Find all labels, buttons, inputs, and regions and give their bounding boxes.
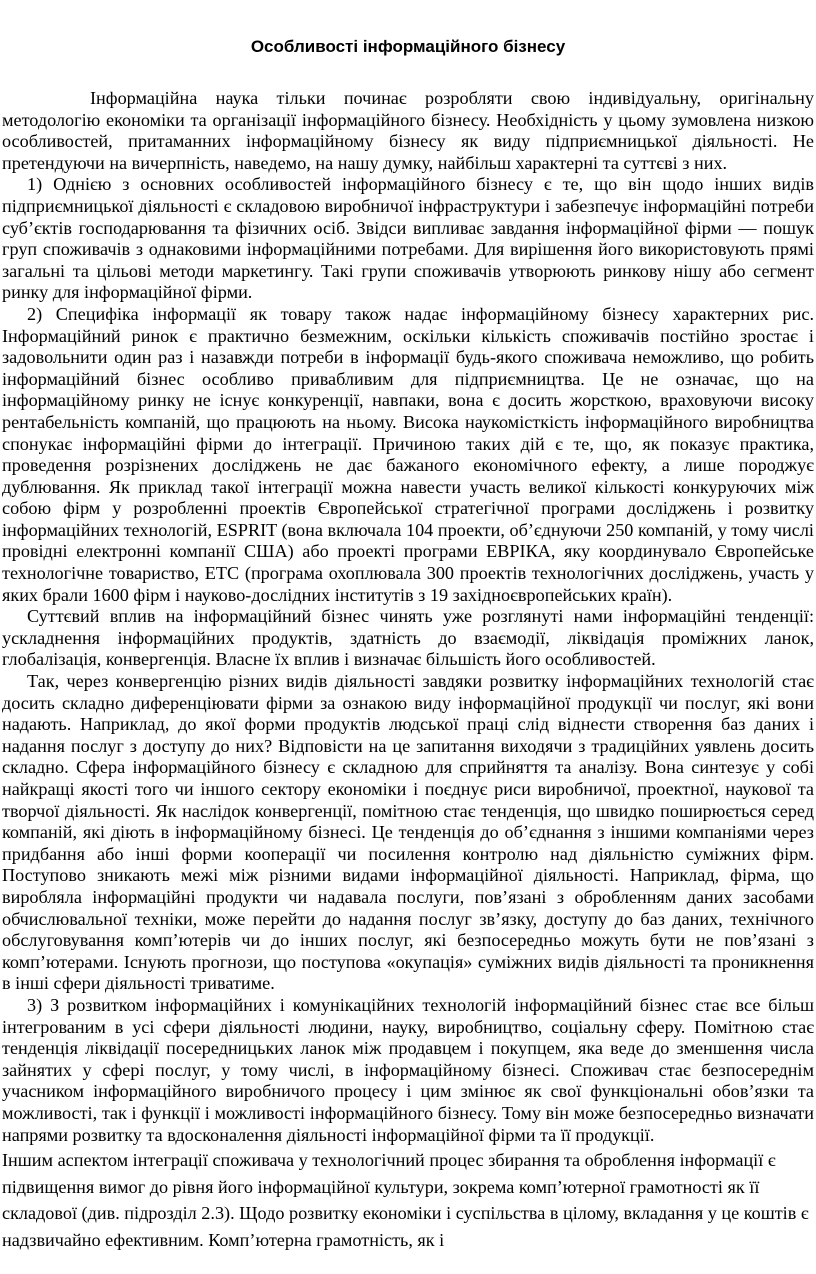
paragraph-trends: Суттєвий вплив на інформаційний бізнес чинять уже розглянуті нами інформаційні тенденції: ускладнення інформаційних продуктів, здатність до взаємодії, ліквідація проміжних ланок, глобалізація, конвергенція. Власне їх вплив і визначає більшість його особливостей.: [2, 606, 814, 670]
document-body: [2, 88, 814, 1253]
paragraph-feature-1: 1) Однією з основних особливостей інформаційного бізнесу є те, що він щодо інших видів підприємницької діяльності є складовою виробничої інфраструктури і забезпечує інформаційні потреби суб’єктів господарювання та фізичних осіб. Звідси випливає завдання інформаційної фірми — пошук груп споживачів з однаковими інформаційними потребами. Для вирішення його використовують прямі загальні та цільові методи маркетингу. Такі групи споживачів утворюють ринкову нішу або сегмент ринку для інформаційної фірми.: [2, 174, 814, 303]
paragraph-feature-2: 2) Специфіка інформації як товару також надає інформаційному бізнесу характерних рис. Інформаційний ринок є практично безмежним, оскільки кількість споживачів постійно зростає і задовольнити один раз і назавжди потреби в інформації будь-якого споживача неможливо, що робить інформаційний бізнес особливо привабливим для підприємництва. Це не означає, що на інформаційному ринку не існує конкуренції, навпаки, вона є досить жорсткою, враховуючи високу рентабельність компаній, що працюють на ньому. Висока наукомісткість інформаційного виробництва спонукає інформаційні фірми до інтеграції. Причиною таких дій є те, що, як показує практика, проведення розрізнених досліджень не дає бажаного економічного ефекту, а лише породжує дублювання. Як приклад такої інтеграції можна навести участь великої кількості конкуруючих між собою фірм у розробленні проектів Європейської стратегічної програми досліджень і розвитку інформаційних технологій, ESPRIT (вона включала 104 проекти, об’єднуючи 250 компаній, у тому числі провідні електронні компанії США) або проекті програми ЕВРІКА, яку координувало Європейське технологічне товариство, ЕТС (програма охоплювала 300 проектів технологічних досліджень, участь у яких брали 1600 фірм і науково-дослідних інститутів з 19 західноєвропейських країн).: [2, 303, 814, 605]
paragraph-intro: Інформаційна наука тільки починає розробляти свою індивідуальну, оригінальну методологію економіки та організації інформаційного бізнесу. Необхідність у цьому зумовлена низкою особливостей, притаманних інформаційному бізнесу як виду підприємницької діяльності. Не претендуючи на вичерпність, наведемо, на нашу думку, найбільш характерні та суттєві з них.: [2, 88, 814, 173]
paragraph-feature-3: 3) З розвитком інформаційних і комунікаційних технологій інформаційний бізнес стає все більш інтегрованим в усі сфери діяльності людини, науку, виробництво, соціальну сферу. Помітною стає тенденція ліквідації посередницьких ланок між продавцем і покупцем, яка веде до зменшення числа зайнятих у сфері послуг, у тому числі, в інформаційному бізнесі. Споживач стає безпосереднім учасником інформаційного виробничого процесу і цим змінює як свої функціональні обов’язки та можливості, так і функції і можливості інформаційного бізнесу. Тому він може безпосередньо визначати напрями розвитку та вдосконалення діяльності інформаційної фірми та її продукції.: [2, 994, 814, 1145]
paragraph-convergence: Так, через конвергенцію різних видів діяльності завдяки розвитку інформаційних технологій стає досить складно диференціювати фірми за ознакою виду інформаційної продукції чи послуг, які вони надають. Наприклад, до якої форми продуктів людської праці слід віднести створення баз даних і надання послуг з доступу до них? Відповісти на це запитання виходячи з традиційних уявлень досить складно. Сфера інформаційного бізнесу є складною для сприйняття та аналізу. Вона синтезує у собі найкращі якості того чи іншого сектору економіки і поєднує риси виробничої, проектної, наукової та творчої діяльності. Як наслідок конвергенції, помітною стає тенденція, що швидко поширюється серед компаній, які діють в інформаційному бізнесі. Це тенденція до об’єднання з іншими компаніями через придбання або інші форми кооперації чи посилення контролю над діяльністю суміжних фірм. Поступово зникають межі між різними видами інформаційної діяльності. Наприклад, фірма, що виробляла інформаційні продукти чи надавала послуги, пов’язані з обробленням даних засобами обчислювальної техніки, може перейти до надання послуг зв’язку, доступу до баз даних, технічного обслуговування комп’ютерів чи до інших послуг, які безпосередньо можуть бути не пов’язані з комп’ютерами. Існують прогнози, що поступова «окупація» суміжних видів діяльності та проникнення в інші сфери діяльності триватиме.: [2, 671, 814, 994]
document-title: Особливості інформаційного бізнесу: [250, 37, 566, 56]
paragraph-consumer-integration: Іншим аспектом інтеграції споживача у технологічний процес збирання та оброблення інформації є підвищення вимог до рівня його інформаційної культури, зокрема комп’ютерної грамотності як її складової (див. підрозділ 2.3). Щодо розвитку економіки і суспільства в цілому, вкладання у це коштів є надзвичайно ефективним. Комп’ютерна грамотність, як і: [2, 1150, 809, 1250]
